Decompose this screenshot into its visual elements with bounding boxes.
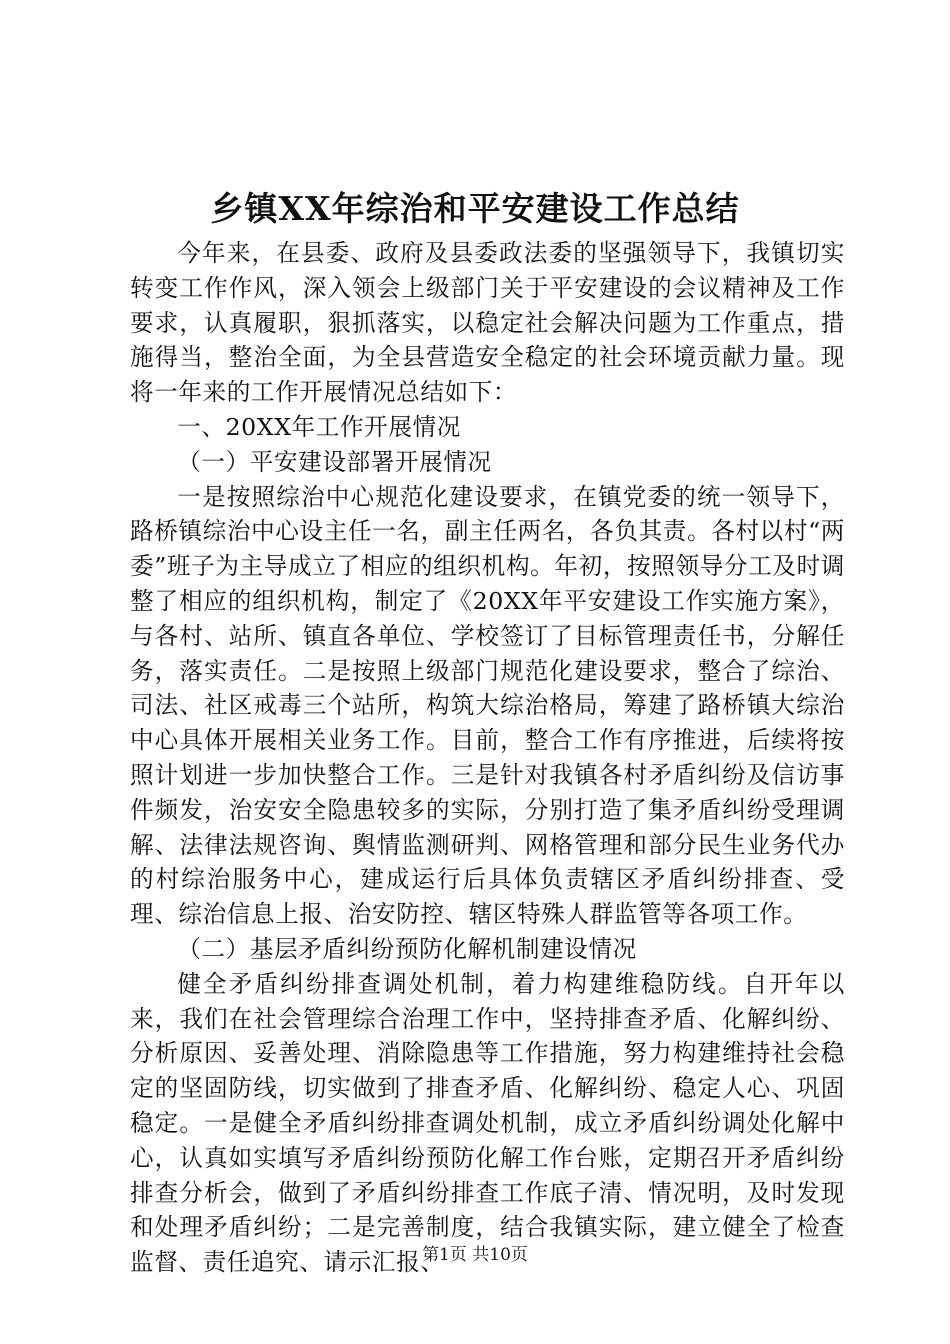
paragraph-intro: 今年来，在县委、政府及县委政法委的坚强领导下，我镇切实转变工作作风，深入领会上级部门关于平安建设的会议精神及工作要求，认真履职，狠抓落实，以稳定社会解决问题为工作重点，措施得当，整治全面，为全县营造安全稳定的社会环境贡献力量。现将一年来的工作开展情况总结如下： (130, 239, 845, 407)
page-number-footer: 第1页 共10页 (422, 1245, 528, 1265)
document-body (130, 236, 845, 1280)
section-heading: 一、20XX年工作开展情况 (177, 412, 461, 441)
paragraph-body: 一是按照综治中心规范化建设要求，在镇党委的统一领导下，路桥镇综治中心设主任一名，副主任两名，各负其责。各村以村“两委”班子为主导成立了相应的组织机构。年初，按照领导分工及时调整了相应的组织机构，制定了《20XX年平安建设工作实施方案》，与各村、站所、镇直各单位、学校签订了目标管理责任书，分解任务，落实责任。二是按照上级部门规范化建设要求，整合了综治、司法、社区戒毒三个站所，构筑大综治格局，筹建了路桥镇大综治中心具体开展相关业务工作。目前，整合工作有序推进，后续将按照计划进一步加快整合工作。三是针对我镇各村矛盾纠纷及信访事件频发，治安安全隐患较多的实际，分别打造了集矛盾纠纷受理调解、法律法规咨询、舆情监测研判、网格管理和部分民生业务代办的村综治服务中心，建成运行后具体负责辖区矛盾纠纷排查、受理、综治信息上报、治安防控、辖区特殊人群监管等各项工作。 (130, 482, 845, 929)
paragraph-body: 健全矛盾纠纷排查调处机制，着力构建维稳防线。自开年以来，我们在社会管理综合治理工作中，坚持排查矛盾、化解纠纷、分析原因、妥善处理、消除隐患等工作措施，努力构建维持社会稳定的坚固防线，切实做到了排查矛盾、化解纠纷、稳定人心、巩固稳定。一是健全矛盾纠纷排查调处机制，成立矛盾纠纷调处化解中心，认真如实填写矛盾纠纷预防化解工作台账，定期召开矛盾纠纷排查分析会，做到了矛盾纠纷排查工作底子清、情况明，及时发现和处理矛盾纠纷；二是完善制度，结合我镇实际，建立健全了检查监督、责任追究、请示汇报、 (130, 969, 845, 1277)
subsection-heading: （二）基层矛盾纠纷预防化解机制建设情况 (177, 934, 637, 963)
subsection-heading: （一）平安建设部署开展情况 (177, 447, 492, 476)
document-title: 乡镇XX年综治和平安建设工作总结 (210, 189, 740, 228)
